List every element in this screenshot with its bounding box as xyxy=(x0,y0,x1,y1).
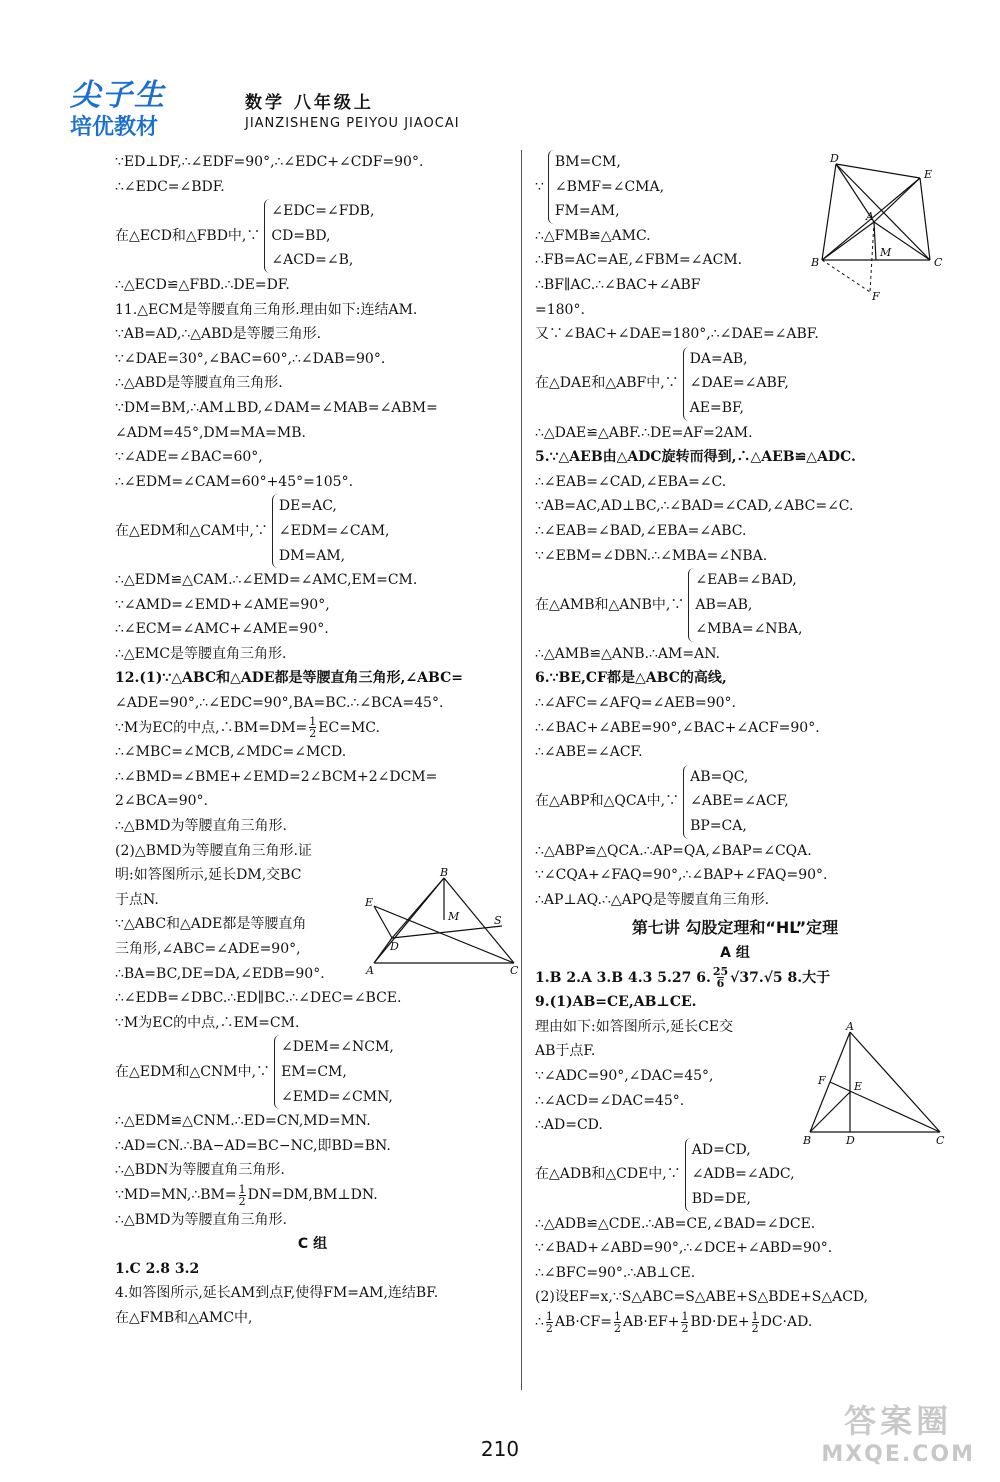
text-line: ∴△FMB≌△AMC. xyxy=(535,227,651,244)
group-prefix: 在△EDM和△CNM中,∵ xyxy=(115,1063,271,1080)
group-heading-a: A 组 xyxy=(720,945,750,961)
condition: ∠BMF=∠CMA, xyxy=(554,178,665,195)
text-line: ∴△BDN为等腰直角三角形. xyxy=(115,1162,285,1179)
fig2-label: B xyxy=(811,256,820,269)
brace-conditions xyxy=(683,347,789,421)
brace-conditions xyxy=(688,568,802,642)
fig3-label: A xyxy=(846,1020,854,1033)
text-line: ∴FB=AC=AE,∠FBM=∠ACM. xyxy=(535,252,743,269)
proof-group xyxy=(535,765,935,839)
text-line: ∴△EDM≌△CAM.∴∠EMD=∠AMC,EM=CM. xyxy=(115,572,418,589)
text-line: ∵∠AMD=∠EMD+∠AME=90°, xyxy=(115,596,330,613)
fraction-denominator: 2 xyxy=(238,1194,246,1208)
condition: DE=AC, xyxy=(278,498,337,515)
text-line: 2∠BCA=90°. xyxy=(115,793,209,810)
book-title: 数学 八年级上 xyxy=(245,93,374,113)
fraction xyxy=(239,1184,246,1207)
figure-2-diagram xyxy=(808,152,958,302)
fraction xyxy=(546,1311,553,1334)
text-line: ∵AB=AC,AD⊥BC,∴∠BAD=∠CAD,∠ABC=∠C. xyxy=(535,498,854,515)
fraction-numerator: 1 xyxy=(751,1309,759,1323)
column-divider xyxy=(521,150,522,1390)
lecture-title: 第七讲 勾股定理和“HL”定理 xyxy=(631,918,839,938)
text-part: DN=DM,BM⊥DN. xyxy=(247,1186,378,1203)
fig2-label: M xyxy=(880,246,892,259)
text-part: AB·EF+ xyxy=(622,1313,680,1330)
text-line: ∵△ABC和△ADE都是等腰直角 xyxy=(115,916,307,933)
fig3-label: B xyxy=(803,1134,812,1147)
condition: EM=CM, xyxy=(281,1063,347,1080)
condition: AB=AB, xyxy=(695,596,753,613)
logo-line1: 尖子生 xyxy=(70,78,166,113)
text-line: ∵M为EC的中点,∴EM=CM. xyxy=(115,1014,300,1031)
condition: AD=CD, xyxy=(691,1141,751,1158)
text-line: ∴△ABD是等腰直角三角形. xyxy=(115,375,283,392)
condition: AB=QC, xyxy=(690,768,749,785)
condition: ∠ABE=∠ACF, xyxy=(690,793,789,810)
text-line: ∴BF∥AC.∴∠BAC+∠ABF xyxy=(535,276,701,293)
fraction-denominator: 2 xyxy=(681,1321,689,1335)
text-line: ∴△ABP≌△QCA.∴AP=QA,∠BAP=∠CQA. xyxy=(535,842,812,859)
group-heading-c: C 组 xyxy=(297,1236,328,1253)
brace-conditions xyxy=(272,494,390,568)
group-prefix: 在△ADB和△CDE中,∵ xyxy=(535,1166,681,1183)
text-part: 1.B 2.A 3.B 4.3 5.27 6. xyxy=(535,969,711,986)
watermark xyxy=(821,1396,975,1467)
proof-group xyxy=(115,199,510,273)
figure-1-diagram xyxy=(362,868,522,978)
text-line: 5.∵△AEB由△ADC旋转而得到,∴△AEB≌△ADC. xyxy=(535,449,856,466)
text-line: =180°. xyxy=(535,301,585,318)
condition: ∠ADB=∠ADC, xyxy=(691,1166,795,1183)
condition: CD=BD, xyxy=(271,227,331,244)
text-line: ∴AP⊥AQ.∴△APQ是等腰直角三角形. xyxy=(535,891,770,908)
text-line: ∴△EMC是等腰直角三角形. xyxy=(115,645,287,662)
fraction xyxy=(309,716,316,739)
fraction-numerator: 1 xyxy=(545,1309,553,1323)
text-line: ∴∠EAB=∠BAD,∠EBA=∠ABC. xyxy=(535,522,747,539)
fig2-label: A xyxy=(866,210,874,223)
fig3-label: F xyxy=(818,1074,826,1087)
text-line: ∴∠ECM=∠AMC+∠AME=90°. xyxy=(115,621,329,638)
text-line: ∴AD=CN.∴BA−AD=BC−NC,即BD=BN. xyxy=(115,1137,391,1154)
text-line: ∴∠MBC=∠MCB,∠MDC=∠MCD. xyxy=(115,744,347,761)
text-line: ∴∠EDM=∠CAM=60°+45°=105°. xyxy=(115,473,354,490)
group-prefix: 在△EDM和△CAM中,∵ xyxy=(115,522,268,539)
brace-conditions xyxy=(685,1138,795,1212)
fig1-label: S xyxy=(494,914,502,927)
text-part: EC=MC. xyxy=(318,719,380,736)
text-line: ∵∠DAE=30°,∠BAC=60°,∴∠DAB=90°. xyxy=(115,350,386,367)
condition: BP=CA, xyxy=(690,818,747,835)
fraction-denominator: 2 xyxy=(545,1321,553,1335)
brace-conditions xyxy=(683,765,789,839)
text-line: ∴△ADB≌△CDE.∴AB=CE,∠BAD=∠DCE. xyxy=(535,1215,816,1232)
fraction-numerator: 1 xyxy=(613,1309,621,1323)
logo xyxy=(70,70,166,141)
text-line: ∠ADE=90°,∴∠EDC=90°,BA=BC.∴∠BCA=45°. xyxy=(115,695,444,712)
because-symbol: ∵ xyxy=(535,178,544,195)
fraction-denominator: 2 xyxy=(613,1321,621,1335)
text-line: ∵DM=BM,∴AM⊥BD,∠DAM=∠MAB=∠ABM= xyxy=(115,399,438,416)
text-part: ∵M为EC的中点,∴BM=DM= xyxy=(115,719,308,736)
fraction-denominator: 6 xyxy=(716,977,725,991)
text-line: ∴∠EDC=∠BDF. xyxy=(115,178,225,195)
text-part: AB·CF= xyxy=(554,1313,612,1330)
text-line: ∴△DAE≌△ABF.∴DE=AF=2AM. xyxy=(535,424,753,441)
condition: ∠EDM=∠CAM, xyxy=(278,522,390,539)
fig1-label: D xyxy=(390,940,399,953)
text-line-fraction xyxy=(535,966,935,991)
fraction-numerator: 25 xyxy=(712,965,729,979)
condition: BM=CM, xyxy=(554,154,621,170)
fig3-label: C xyxy=(936,1134,945,1147)
page-number: 210 xyxy=(480,1437,520,1461)
logo-line2: 培优教材 xyxy=(70,115,159,140)
fraction-denominator: 2 xyxy=(309,727,317,741)
condition: FM=AM, xyxy=(554,203,620,220)
text-line: 12.(1)∵△ABC和△ADE都是等腰直角三角形,∠ABC= xyxy=(115,670,463,687)
text-line: ∴△BMD为等腰直角三角形. xyxy=(115,818,287,835)
text-line: 于点N. xyxy=(115,891,159,908)
figure-3-diagram xyxy=(800,1020,950,1150)
page-header xyxy=(70,70,970,140)
text-line: ∴△BMD为等腰直角三角形. xyxy=(115,1211,287,1228)
text-line-fraction xyxy=(115,716,510,741)
fig1-label: M xyxy=(448,910,460,923)
fig1-label: C xyxy=(510,964,519,977)
fig2-label: E xyxy=(924,168,933,181)
text-line-fraction xyxy=(535,1310,935,1335)
text-line: ∴∠AFC=∠AFQ=∠AEB=90°. xyxy=(535,695,737,712)
fraction-numerator: 1 xyxy=(238,1182,246,1196)
brace-conditions xyxy=(274,1035,394,1109)
fraction-numerator: 1 xyxy=(681,1309,689,1323)
fig2-label: C xyxy=(934,256,943,269)
text-line: 4.如答图所示,延长AM到点F,使得FM=AM,连结BF. xyxy=(115,1285,439,1302)
text-line: ∴∠EDB=∠DBC.∴ED∥BC.∴∠DEC=∠BCE. xyxy=(115,990,402,1007)
text-part: 7.√5 8.大于 xyxy=(749,969,831,986)
group-prefix: 在△AMB和△ANB中,∵ xyxy=(535,596,685,613)
text-line: ∵∠CQA+∠FAQ=90°,∴∠BAP+∠FAQ=90°. xyxy=(535,867,828,884)
text-line: ∵∠BAD+∠ABD=90°,∴∠DCE+∠ABD=90°. xyxy=(535,1240,833,1257)
text-line: ∵AB=AD,∴△ABD是等腰三角形. xyxy=(115,326,322,343)
fig1-label: A xyxy=(366,964,374,977)
text-line: 1.C 2.8 3.2 xyxy=(115,1260,200,1277)
text-line: AB于点F. xyxy=(535,1043,596,1060)
text-part: BD·DE+ xyxy=(690,1313,750,1330)
text-line: 在△FMB和△AMC中, xyxy=(115,1309,253,1326)
text-line: ∴△AMB≌△ANB.∴AM=AN. xyxy=(535,645,721,662)
text-part: ∵MD=MN,∴BM= xyxy=(115,1186,237,1203)
fig2-label: D xyxy=(830,152,839,165)
condition: ∠DAE=∠ABF, xyxy=(689,375,789,392)
text-line: ∴AD=CD. xyxy=(535,1117,603,1134)
text-line: ∴BA=BC,DE=DA,∠EDB=90°. xyxy=(115,965,325,982)
proof-group xyxy=(115,494,510,568)
condition: ∠ACD=∠B, xyxy=(271,252,354,269)
text-line: ∵ED⊥DF,∴∠EDF=90°,∴∠EDC+∠CDF=90°. xyxy=(115,154,424,170)
book-subtitle: JIANZISHENG PEIYOU JIAOCAI xyxy=(245,116,460,131)
watermark-line2: MXQE.COM xyxy=(821,1442,975,1467)
right-column xyxy=(535,150,935,1335)
text-line: 又∵∠BAC+∠DAE=180°,∴∠DAE=∠ABF. xyxy=(535,326,819,343)
text-line: 三角形,∠ABC=∠ADE=90°, xyxy=(115,941,301,957)
fraction-denominator: 2 xyxy=(751,1321,759,1335)
condition: ∠EAB=∠BAD, xyxy=(695,572,797,589)
text-line: ∴∠EAB=∠CAD,∠EBA=∠C. xyxy=(535,473,727,490)
condition: DM=AM, xyxy=(278,547,346,564)
text-line: ∴∠BAC+∠ABE=90°,∠BAC+∠ACF=90°. xyxy=(535,719,820,736)
text-line: 6.∵BE,CF都是△ABC的高线, xyxy=(535,670,727,687)
condition: DA=AB, xyxy=(689,350,748,367)
text-line: (2)△BMD为等腰直角三角形.证 xyxy=(115,842,312,859)
fig1-label: E xyxy=(365,896,374,909)
text-line: ∠ADM=45°,DM=MA=MB. xyxy=(115,424,306,441)
fraction-numerator: 1 xyxy=(309,715,317,729)
text-line: 11.△ECM是等腰直角三角形.理由如下:连结AM. xyxy=(115,301,418,318)
condition: AE=BF, xyxy=(689,399,744,416)
text-line: (2)设EF=x,∵S△ABC=S△ABE+S△BDE+S△ACD, xyxy=(535,1289,869,1306)
condition: ∠EMD=∠CMN, xyxy=(281,1088,393,1105)
fig2-label: F xyxy=(872,290,880,302)
group-prefix: 在△ECD和△FBD中,∵ xyxy=(115,227,261,244)
text-line: 明:如答图所示,延长DM,交BC xyxy=(115,867,302,884)
fig3-label: D xyxy=(846,1134,855,1147)
text-line: ∴∠ABE=∠ACF. xyxy=(535,744,643,761)
text-line: ∴∠ACD=∠DAC=45°. xyxy=(535,1092,685,1109)
condition: BD=DE, xyxy=(691,1190,751,1207)
fraction xyxy=(713,966,728,989)
condition: ∠EDC=∠FDB, xyxy=(271,203,375,220)
proof-group xyxy=(535,568,935,642)
text-part: DC·AD. xyxy=(760,1313,813,1330)
proof-group xyxy=(115,1035,510,1109)
fraction xyxy=(681,1311,688,1334)
left-column xyxy=(115,150,510,1331)
brace-conditions xyxy=(264,199,374,273)
text-line: 9.(1)AB=CE,AB⊥CE. xyxy=(535,994,697,1011)
text-line: 理由如下:如答图所示,延长CE交 xyxy=(535,1018,734,1035)
text-line: ∴△ECD≌△FBD.∴DE=DF. xyxy=(115,276,290,293)
text-part: √3 xyxy=(730,969,750,986)
brace-conditions xyxy=(548,150,664,224)
group-prefix: 在△DAE和△ABF中,∵ xyxy=(535,375,679,392)
watermark-line1: 答案圈 xyxy=(844,1402,953,1440)
text-line: ∴∠BMD=∠BME+∠EMD=2∠BCM+2∠DCM= xyxy=(115,768,438,785)
text-line-fraction xyxy=(115,1183,510,1208)
fig1-label: B xyxy=(440,868,449,879)
fraction xyxy=(614,1311,621,1334)
fig3-label: E xyxy=(854,1080,863,1093)
condition: ∠MBA=∠NBA, xyxy=(695,621,803,638)
text-part: ∴ xyxy=(535,1313,544,1330)
text-line: ∵∠ADE=∠BAC=60°, xyxy=(115,449,263,466)
text-line: ∵∠EBM=∠DBN.∴∠MBA=∠NBA. xyxy=(535,547,768,564)
group-prefix: 在△ABP和△QCA中,∵ xyxy=(535,793,680,810)
text-line: ∴△EDM≌△CNM.∴ED=CN,MD=MN. xyxy=(115,1113,371,1130)
fraction xyxy=(752,1311,759,1334)
text-line: ∴∠BFC=90°.∴AB⊥CE. xyxy=(535,1264,696,1281)
text-line: ∵∠ADC=90°,∠DAC=45°, xyxy=(535,1067,714,1084)
condition: ∠DEM=∠NCM, xyxy=(281,1039,394,1056)
proof-group xyxy=(535,347,935,421)
